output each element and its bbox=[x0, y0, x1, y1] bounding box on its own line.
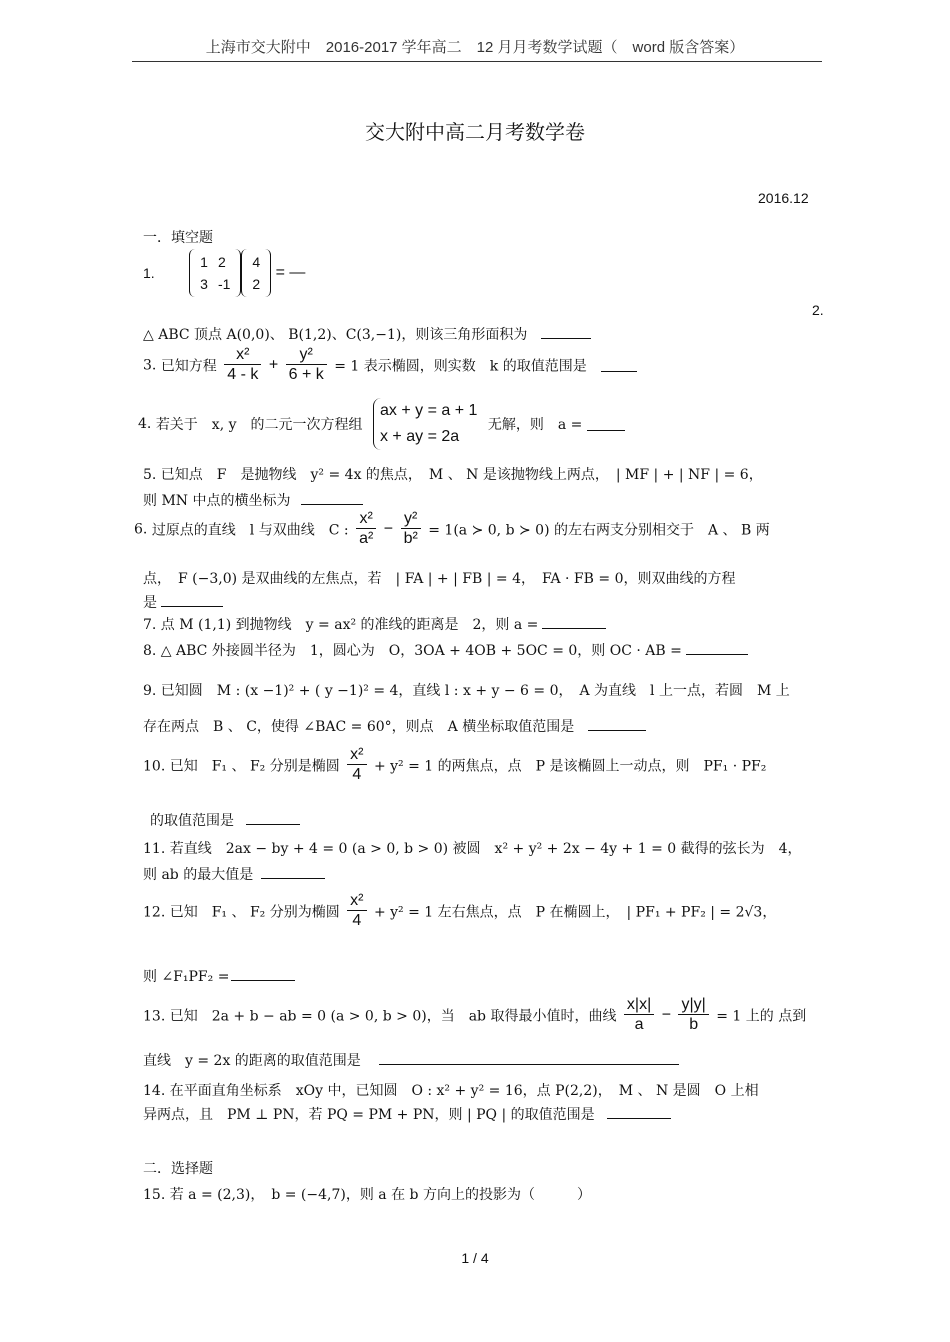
question-8: 8. △ ABC 外接圆半径为 1，圆心为 O，3OA + 4OB + 5OC = 0，则 OC · AB = bbox=[143, 640, 748, 660]
page-number: 1 / 4 bbox=[461, 1250, 489, 1266]
question-11-line2: 则 ab 的最大值是 bbox=[143, 864, 325, 884]
question-10: 10. 已知 F₁ 、 F₂ 分别是椭圆 $\frac{\text{x²}}{4}$ + y² = 1 的两焦点，点 P 是该椭圆上一动点，则 PF₁ · PF₂ bbox=[143, 746, 767, 783]
question-14-line2: 异两点，且 PM ⊥ PN，若 PQ = PM + PN，则 | PQ | 的取值范围是 bbox=[143, 1104, 671, 1124]
question-11-line1: 11. 若直线 2ax − by + 4 = 0 (a > 0, b > 0) 被圆 x² + y² + 2x − 4y + 1 = 0 截得的弦长为 4， bbox=[143, 841, 802, 857]
page-title: 交大附中高二月考数学卷 bbox=[365, 120, 585, 144]
question-6: 6. 过原点的直线 l 与双曲线 C : $\frac{\text{x²}}{\text{a²}}$ − $\frac{\text{y²}}{\text{b²}}$ = 1(a ≻ 0, b ≻ 0) 的左右两支分别相交于 A 、 B 两 bbox=[134, 510, 770, 547]
question-6-line3: 是 bbox=[143, 592, 223, 612]
question-4: 4. 若关于 x, y 的二元一次方程组 ax + y = a + 1 x + ay = 2a 无解，则 a = bbox=[138, 398, 625, 450]
question-10-line2: 的取值范围是 bbox=[150, 810, 300, 830]
section-fill-in: 一．填空题 bbox=[143, 230, 213, 246]
question-1 bbox=[143, 249, 305, 297]
page-header: 上海市交大附中 2016-2017 学年高二 12 月月考数学试题（ word 版含答案） bbox=[205, 39, 745, 56]
question-15: 15. 若 a = (2,3)， b = (−4,7)，则 a 在 b 方向上的投影为（ ） bbox=[143, 1187, 591, 1203]
q1-number: 1. bbox=[143, 265, 155, 281]
question-13-line2: 直线 y = 2x 的距离的取值范围是 bbox=[143, 1050, 679, 1070]
header-divider bbox=[132, 61, 822, 62]
exam-date: 2016.12 bbox=[758, 190, 809, 206]
question-9-line1: 9. 已知圆 M : (x −1)² + ( y −1)² = 4，直线 l : x + y − 6 = 0， A 为直线 l 上一点，若圆 M 上 bbox=[143, 683, 790, 699]
question-12: 12. 已知 F₁ 、 F₂ 分别为椭圆 $\frac{\text{x²}}{4}$ + y² = 1 左右焦点，点 P 在椭圆上， | PF₁ + PF₂ | = 2√3， bbox=[143, 892, 777, 929]
question-9-line2: 存在两点 B 、 C，使得 ∠BAC = 60°，则点 A 横坐标取值范围是 bbox=[143, 716, 646, 736]
question-6-line2: 点， F (−3,0) 是双曲线的左焦点，若 | FA | + | FB | = 4， FA · FB = 0，则双曲线的方程 bbox=[143, 571, 736, 587]
question-5-line1: 5. 已知点 F 是抛物线 y² = 4x 的焦点， M 、 N 是该抛物线上两点， | MF | + | NF | = 6， bbox=[143, 467, 763, 483]
question-13: 13. 已知 2a + b − ab = 0 (a > 0, b > 0)，当 ab 取得最小值时，曲线 $\frac{x|x|}{a}$ − $\frac{y|y|}{b}$ = 1 上的 点到 bbox=[143, 996, 807, 1033]
question-2: △ ABC 顶点 A(0,0)、 B(1,2)、C(3,−1)，则该三角形面积为 bbox=[143, 324, 591, 344]
q1-tail: = — bbox=[275, 264, 306, 281]
question-7: 7. 点 M (1,1) 到抛物线 y = ax² 的准线的距离是 2，则 a = bbox=[143, 614, 606, 634]
q1-matrix-b: 4 2 bbox=[241, 249, 271, 297]
question-3: 3. 已知方程 $\frac{\text{x²}}{4 - k}$ + $\frac{\text{y²}}{6 + k}$ = 1 表示椭圆，则实数 k 的取值范围是 bbox=[143, 346, 637, 385]
question-5-line2: 则 MN 中点的横坐标为 bbox=[143, 490, 363, 510]
q2-number: 2. bbox=[812, 302, 824, 318]
question-14-line1: 14. 在平面直角坐标系 xOy 中，已知圆 O : x² + y² = 16，点 P(2,2)， M 、 N 是圆 O 上相 bbox=[143, 1083, 759, 1099]
q1-matrix-a: 1 2 3 -1 bbox=[189, 249, 241, 297]
section-multiple-choice: 二．选择题 bbox=[143, 1161, 213, 1177]
question-12-line2: 则 ∠F₁PF₂ = bbox=[143, 966, 295, 986]
